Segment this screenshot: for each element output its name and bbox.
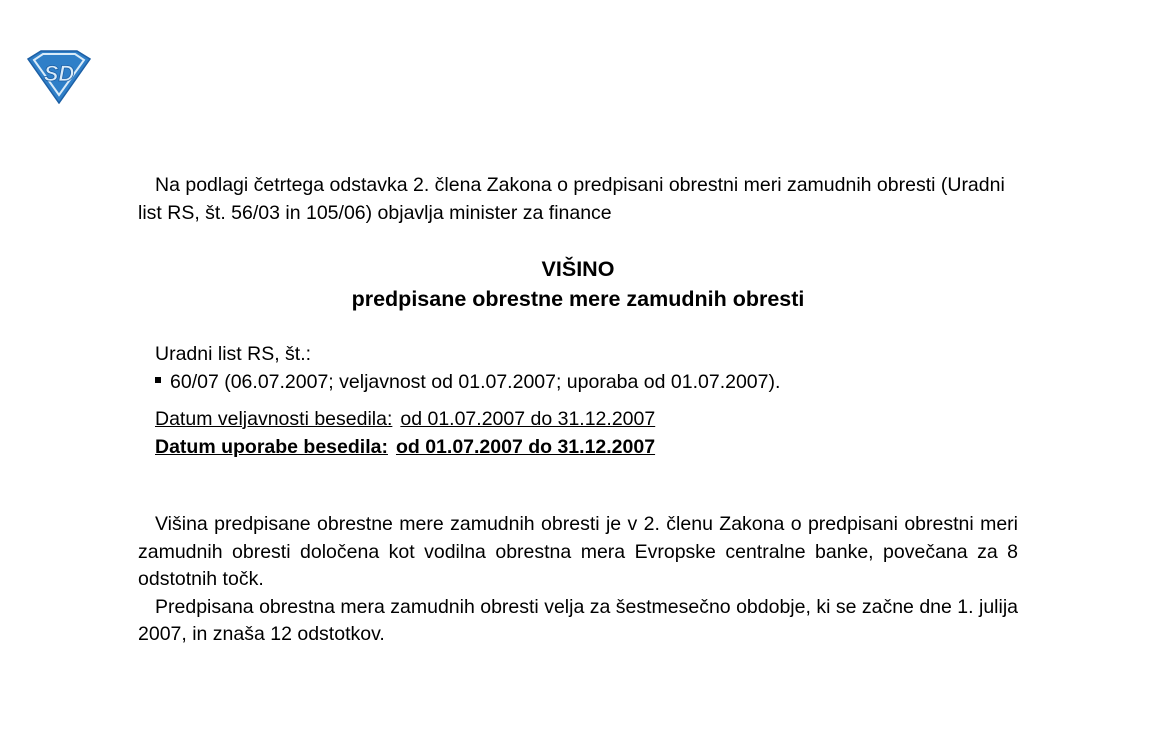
application-date-value: od 01.07.2007 do 31.12.2007	[395, 436, 656, 458]
gazette-label: Uradni list RS, št.:	[155, 343, 312, 365]
gazette-reference	[155, 341, 780, 396]
bullet-icon	[155, 377, 161, 383]
intro-paragraph: Na podlagi četrtega odstavka 2. člena Zakona o predpisani obrestni meri zamudnih obresti (Uradni list RS, št. 56/03 in 105/06) objavlja minister za finance	[138, 174, 1005, 224]
sd-logo	[22, 50, 96, 104]
validity-date-value: od 01.07.2007 do 31.12.2007	[400, 408, 656, 430]
application-date-label: Datum uporabe besedila:	[155, 436, 388, 458]
body-paragraph-1: Višina predpisane obrestne mere zamudnih obresti je v 2. členu Zakona o predpisani obrestni meri zamudnih obresti določena kot vodilna obrestna mera Evropske centralne banke, povečana za 8 odstotnih točk.	[138, 513, 1018, 590]
body-paragraph-2: Predpisana obrestna mera zamudnih obresti velja za šestmesečno obdobje, ki se začne dne 1. julija 2007, in znaša 12 odstotkov.	[138, 595, 1018, 645]
validity-date-row	[155, 405, 655, 433]
document-title: VIŠINO	[541, 257, 615, 281]
gazette-entry-item	[155, 369, 780, 397]
application-date-row	[155, 433, 655, 461]
dates-block	[155, 405, 655, 461]
validity-date-label: Datum veljavnosti besedila:	[155, 408, 393, 430]
document-subtitle: predpisane obrestne mere zamudnih obresti	[351, 287, 805, 311]
logo-letters: SD	[43, 61, 75, 86]
gazette-entry: 60/07 (06.07.2007; veljavnost od 01.07.2007; uporaba od 01.07.2007).	[170, 370, 781, 393]
body-text	[138, 511, 1018, 649]
